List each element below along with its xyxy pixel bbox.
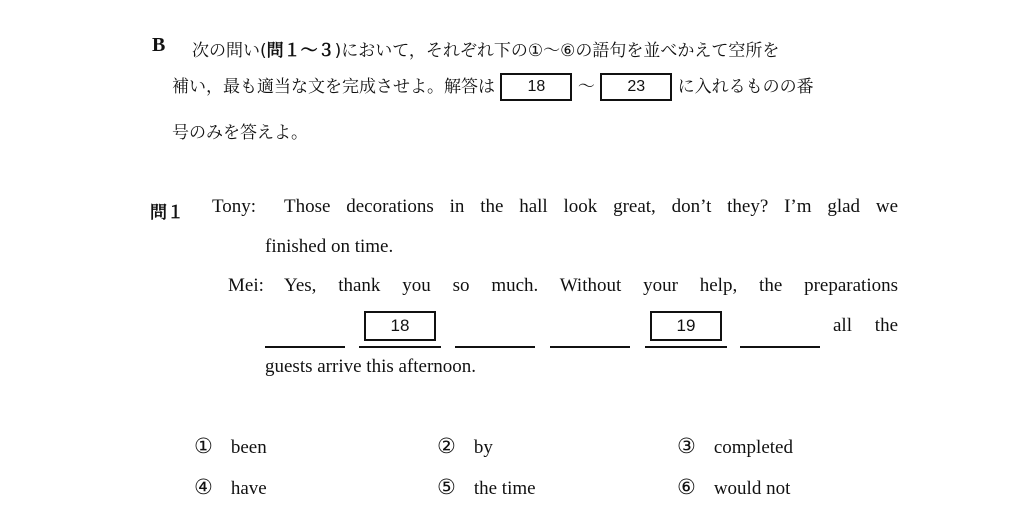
blank-2 [359, 346, 441, 348]
choice-number: ③ [677, 434, 696, 458]
blank-3 [455, 346, 535, 348]
choice-item [437, 434, 493, 459]
instruction-text: )において，それぞれ下の①～⑥の語句を並べかえて空所を [334, 41, 780, 61]
choice-text: have [230, 478, 267, 499]
answer-box-18: 18 [364, 311, 436, 341]
tilde: ～ [577, 77, 595, 97]
instruction-line-3: 号のみを答えよ。 [172, 123, 308, 143]
mei-speaker: Mei: [228, 275, 264, 296]
blank-1 [265, 346, 345, 348]
blank-6 [740, 346, 820, 348]
instruction-text: 補い，最も適当な文を完成させよ。解答は [172, 77, 495, 97]
choice-text: the time [473, 478, 536, 499]
choice-number: ① [194, 434, 213, 458]
choice-number: ② [437, 434, 456, 458]
choice-text: would not [713, 478, 791, 499]
answer-box-end: 23 [600, 73, 672, 101]
section-label: B [152, 34, 166, 56]
choice-item [677, 434, 793, 459]
instruction-text: に入れるものの番 [677, 77, 814, 97]
tony-line-2: finished on time. [265, 236, 394, 257]
instruction-line-2 [172, 73, 814, 101]
choice-number: ⑤ [437, 475, 456, 499]
choice-text: by [473, 437, 493, 458]
tony-line-1: Those decorations in the hall look great, don’t they? I’m glad we [284, 196, 898, 217]
instruction-text: 次の問い( [192, 41, 267, 61]
mei-line-3: guests arrive this afternoon. [265, 356, 477, 377]
choice-number: ④ [194, 475, 213, 499]
choice-item [194, 475, 267, 500]
choice-item [194, 434, 267, 459]
choice-number: ⑥ [677, 475, 696, 499]
choice-item [437, 475, 536, 500]
instruction-line-1 [192, 36, 779, 61]
mei-line-1: Yes, thank you so much. Without your help, the preparations [284, 275, 898, 296]
choice-text: been [230, 437, 267, 458]
after-blanks-text: all the [833, 315, 898, 336]
choice-item [677, 475, 790, 500]
blank-5 [645, 346, 727, 348]
choice-text: completed [713, 437, 793, 458]
blank-4 [550, 346, 630, 348]
instruction-question-range: 問１～３ [266, 41, 335, 61]
tony-speaker: Tony: [212, 196, 257, 217]
question-label: 問１ [150, 203, 184, 223]
answer-box-start: 18 [500, 73, 572, 101]
answer-box-19: 19 [650, 311, 722, 341]
